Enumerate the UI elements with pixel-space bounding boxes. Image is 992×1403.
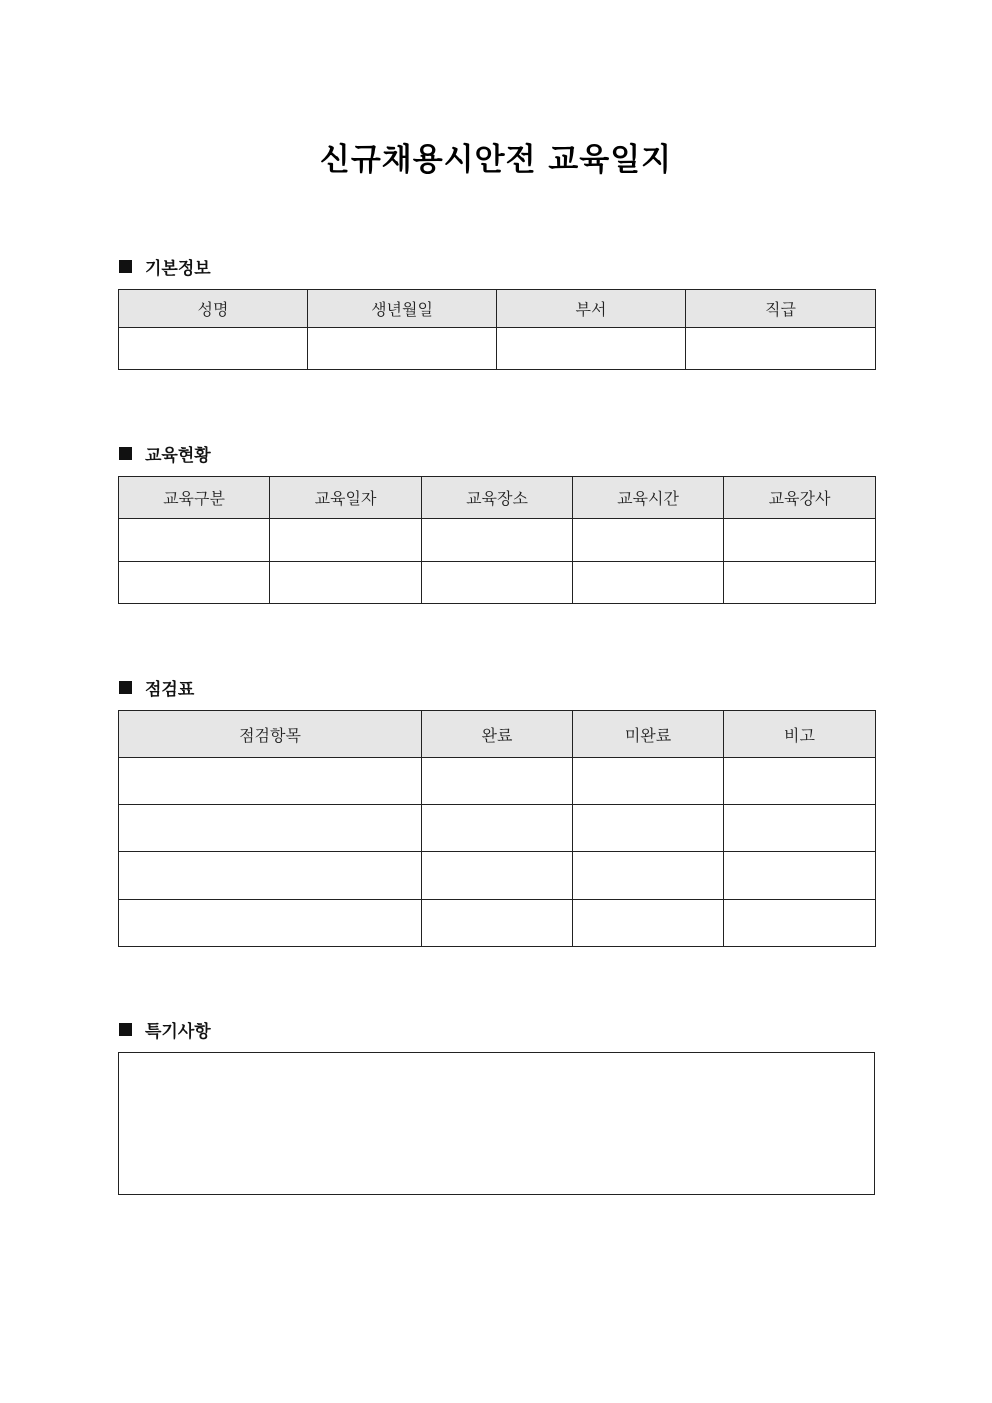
incomplete-cell[interactable] — [573, 900, 724, 947]
edu-instructor-cell[interactable] — [724, 519, 876, 562]
check-item-cell[interactable] — [119, 852, 422, 900]
edu-date-cell[interactable] — [270, 519, 422, 562]
check-item-cell[interactable] — [119, 758, 422, 805]
note-cell[interactable] — [724, 758, 876, 805]
section-heading-label: 교육현황 — [145, 446, 211, 466]
column-header-check-item: 점검항목 — [119, 711, 422, 758]
edu-instructor-cell[interactable] — [724, 562, 876, 604]
complete-cell[interactable] — [422, 805, 573, 852]
table-row — [119, 805, 876, 852]
column-header-position: 직급 — [686, 290, 876, 328]
column-header-edu-instructor: 교육강사 — [724, 477, 876, 519]
remarks-box[interactable] — [118, 1052, 875, 1195]
column-header-incomplete: 미완료 — [573, 711, 724, 758]
table-row — [119, 519, 876, 562]
black-square-bullet-icon — [119, 447, 132, 460]
column-header-edu-time: 교육시간 — [573, 477, 724, 519]
table-row — [119, 562, 876, 604]
column-header-edu-type: 교육구분 — [119, 477, 270, 519]
column-header-birthdate: 생년월일 — [308, 290, 497, 328]
edu-type-cell[interactable] — [119, 562, 270, 604]
edu-place-cell[interactable] — [422, 562, 573, 604]
edu-time-cell[interactable] — [573, 562, 724, 604]
column-header-department: 부서 — [497, 290, 686, 328]
table-row — [119, 852, 876, 900]
document-title: 신규채용시안전 교육일지 — [319, 142, 673, 178]
table-row — [119, 328, 876, 370]
birthdate-cell[interactable] — [308, 328, 497, 370]
complete-cell[interactable] — [422, 900, 573, 947]
column-header-complete: 완료 — [422, 711, 573, 758]
black-square-bullet-icon — [119, 1023, 132, 1036]
edu-time-cell[interactable] — [573, 519, 724, 562]
black-square-bullet-icon — [119, 681, 132, 694]
section-heading-education-status — [119, 441, 211, 466]
checklist-table — [118, 710, 876, 947]
column-header-name: 성명 — [119, 290, 308, 328]
edu-date-cell[interactable] — [270, 562, 422, 604]
education-status-table — [118, 476, 876, 604]
table-header-row — [119, 477, 876, 519]
column-header-edu-place: 교육장소 — [422, 477, 573, 519]
position-cell[interactable] — [686, 328, 876, 370]
note-cell[interactable] — [724, 852, 876, 900]
note-cell[interactable] — [724, 805, 876, 852]
incomplete-cell[interactable] — [573, 758, 724, 805]
black-square-bullet-icon — [119, 260, 132, 273]
section-heading-label: 기본정보 — [145, 259, 211, 279]
note-cell[interactable] — [724, 900, 876, 947]
check-item-cell[interactable] — [119, 900, 422, 947]
section-heading-label: 점검표 — [145, 680, 195, 700]
name-cell[interactable] — [119, 328, 308, 370]
edu-type-cell[interactable] — [119, 519, 270, 562]
table-row — [119, 758, 876, 805]
incomplete-cell[interactable] — [573, 805, 724, 852]
section-heading-remarks — [119, 1017, 211, 1042]
table-header-row — [119, 711, 876, 758]
section-heading-label: 특기사항 — [145, 1022, 211, 1042]
column-header-edu-date: 교육일자 — [270, 477, 422, 519]
incomplete-cell[interactable] — [573, 852, 724, 900]
complete-cell[interactable] — [422, 758, 573, 805]
table-header-row — [119, 290, 876, 328]
section-heading-checklist — [119, 675, 194, 700]
column-header-note: 비고 — [724, 711, 876, 758]
complete-cell[interactable] — [422, 852, 573, 900]
check-item-cell[interactable] — [119, 805, 422, 852]
section-heading-basic-info — [119, 254, 211, 279]
department-cell[interactable] — [497, 328, 686, 370]
basic-info-table — [118, 289, 876, 370]
table-row — [119, 900, 876, 947]
edu-place-cell[interactable] — [422, 519, 573, 562]
